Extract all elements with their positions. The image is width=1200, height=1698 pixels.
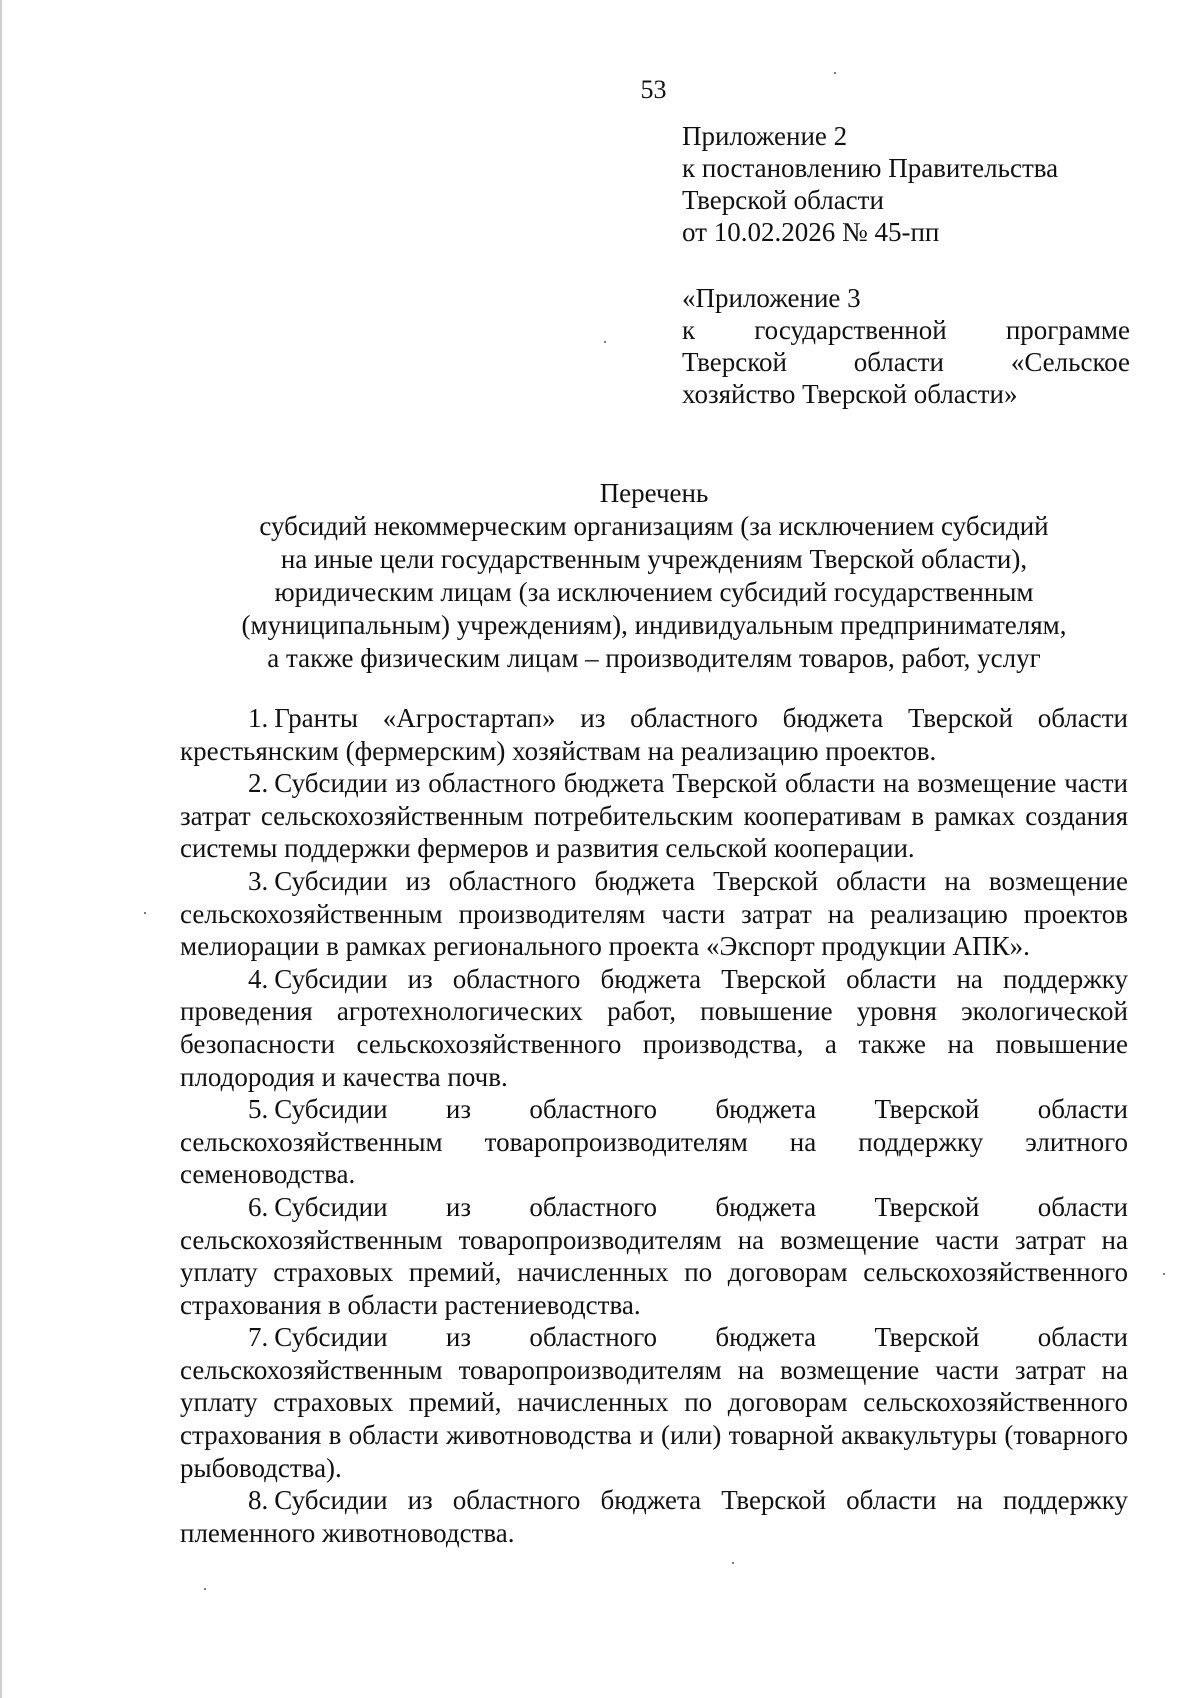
- appendix-header-line: Приложение 2: [682, 121, 848, 151]
- item-number: 3.: [248, 865, 269, 896]
- item-text: Субсидии из областного бюджета Тверской области сельскохозяйственным товаропроизводителям на возмещение части затрат на уплату страховых премий, начисленных по договорам сельскохозяйственного страхования в области растениеводства.: [180, 1191, 1128, 1320]
- item-number: 5.: [248, 1094, 269, 1125]
- list-item: [180, 767, 1128, 865]
- item-number: 7.: [248, 1322, 269, 1353]
- scan-speck: [604, 341, 606, 343]
- program-header-line: хозяйство Тверской области»: [682, 379, 1018, 409]
- list-item: [180, 1093, 1128, 1191]
- document-title: [180, 477, 1128, 675]
- item-text: Субсидии из областного бюджета Тверской области на возмещение части затрат сельскохозяйственным потребительским кооперативам в рамках создания системы поддержки фермеров и развития сельской кооперации.: [180, 768, 1128, 864]
- appendix-header-line: к постановлению Правительства: [682, 153, 1059, 183]
- item-number: 1.: [248, 703, 269, 733]
- appendix-header-line: Тверской области: [682, 185, 884, 215]
- list-item: [180, 865, 1128, 963]
- appendix-header-line: от 10.02.2026 № 45-пп: [682, 217, 940, 247]
- item-text: Субсидии из областного бюджета Тверской области на поддержку проведения агротехнологических работ, повышение уровня экологической безопасности сельскохозяйственного производства, а также на повышение плодородия и качества почв.: [180, 963, 1128, 1092]
- scan-speck: [204, 1588, 206, 1590]
- list-item: [180, 1191, 1128, 1321]
- appendix-header: [682, 120, 1130, 248]
- subsidy-list: [180, 702, 1128, 1549]
- page-number: 53: [640, 75, 667, 104]
- list-item: [180, 1484, 1128, 1549]
- title-line: субсидий некоммерческим организациям (за исключением субсидий: [259, 511, 1049, 541]
- program-header-line: «Приложение 3: [682, 283, 861, 313]
- item-text: Субсидии из областного бюджета Тверской области сельскохозяйственным товаропроизводителям на возмещение части затрат на уплату страховых премий, начисленных по договорам сельскохозяйственного страхования в области животноводства и (или) товарной аквакультуры (товарного рыбоводства).: [180, 1322, 1128, 1483]
- item-number: 2.: [248, 768, 269, 799]
- item-number: 6.: [248, 1191, 269, 1222]
- item-text: Субсидии из областного бюджета Тверской области сельскохозяйственным товаропроизводителям на поддержку элитного семеноводства.: [180, 1094, 1128, 1190]
- title-line: на иные цели государственным учреждениям Тверской области),: [280, 544, 1028, 574]
- list-item: [180, 1321, 1128, 1484]
- item-number: 8.: [248, 1485, 269, 1516]
- title-line: юридическим лицам (за исключением субсидий государственным: [274, 577, 1034, 607]
- list-item: [180, 702, 1128, 767]
- title-line: (муниципальным) учреждениям), индивидуальным предпринимателям,: [241, 610, 1067, 640]
- scan-speck: [732, 1562, 734, 1564]
- item-number: 4.: [248, 963, 269, 994]
- scan-edge: [0, 0, 2, 1698]
- item-text: Субсидии из областного бюджета Тверской области на возмещение сельскохозяйственным производителям части затрат на реализацию проектов мелиорации в рамках регионального проекта «Экспорт продукции АПК».: [180, 865, 1128, 962]
- program-header: [682, 282, 1130, 410]
- scan-speck: [1163, 1273, 1165, 1275]
- title-line: а также физическим лицам – производителям товаров, работ, услуг: [267, 643, 1041, 673]
- title-heading: Перечень: [599, 478, 709, 508]
- program-header-line: к государственной программе Тверской области «Сельское: [682, 315, 1130, 377]
- scan-speck: [144, 912, 146, 914]
- list-item: [180, 963, 1128, 1093]
- item-text: Субсидии из областного бюджета Тверской области на поддержку племенного животноводства.: [180, 1485, 1128, 1548]
- scan-speck: [834, 72, 836, 74]
- item-text: Гранты «Агростартап» из областного бюджета Тверской области крестьянским (фермерским) хозяйствам на реализацию проектов.: [180, 703, 1128, 766]
